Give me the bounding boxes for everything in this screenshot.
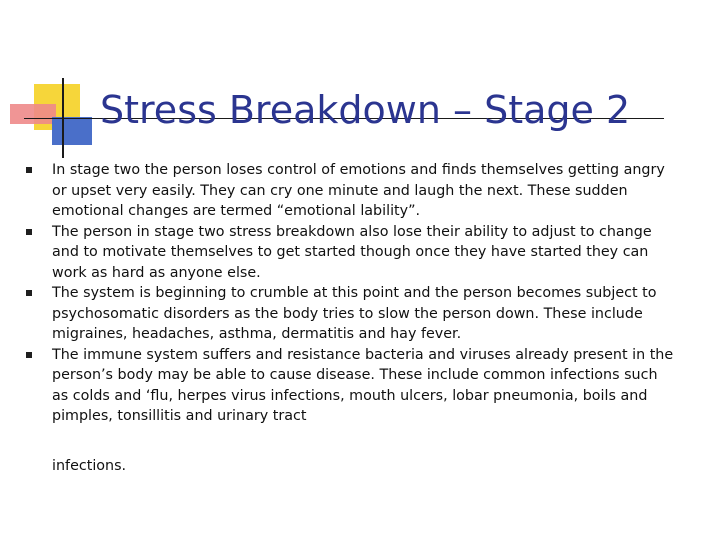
bullet-item	[24, 283, 674, 345]
bullet-list	[24, 160, 674, 427]
logo-blue-square	[52, 117, 92, 145]
trailing-text: infections.	[52, 458, 127, 474]
bullet-text: In stage two the person loses control of emotions and finds themselves getting angry or upset very easily. They can cry one minute and laugh the next. These sudden emotional changes are termed “emotional lability”.	[52, 162, 665, 219]
bullet-item	[24, 222, 674, 284]
square-bullet-icon	[26, 229, 32, 235]
bullet-text: The immune system suffers and resistance bacteria and viruses already present in the person’s body may be able to cause disease. These include common infections such as colds and ‘flu, herpes virus infections, mouth ulcers, lobar pneumonia, boils and pimples, tonsillitis and urinary tract	[52, 346, 674, 424]
square-bullet-icon	[26, 290, 32, 296]
bullet-item	[24, 160, 674, 222]
square-bullet-icon	[26, 167, 32, 173]
bullet-text: The system is beginning to crumble at this point and the person becomes subject to psychosomatic disorders as the body tries to slow the person down. These include migraines, headaches, asthma, dermatitis and hay fever.	[52, 285, 657, 342]
square-bullet-icon	[26, 352, 32, 358]
slide-title: Stress Breakdown – Stage 2	[100, 88, 631, 132]
bullet-text: The person in stage two stress breakdown also lose their ability to adjust to change and to motivate themselves to get started though once they have started they can work as hard as anyone else.	[52, 223, 652, 281]
logo-red-bar	[10, 104, 56, 124]
bullet-item	[24, 345, 674, 427]
